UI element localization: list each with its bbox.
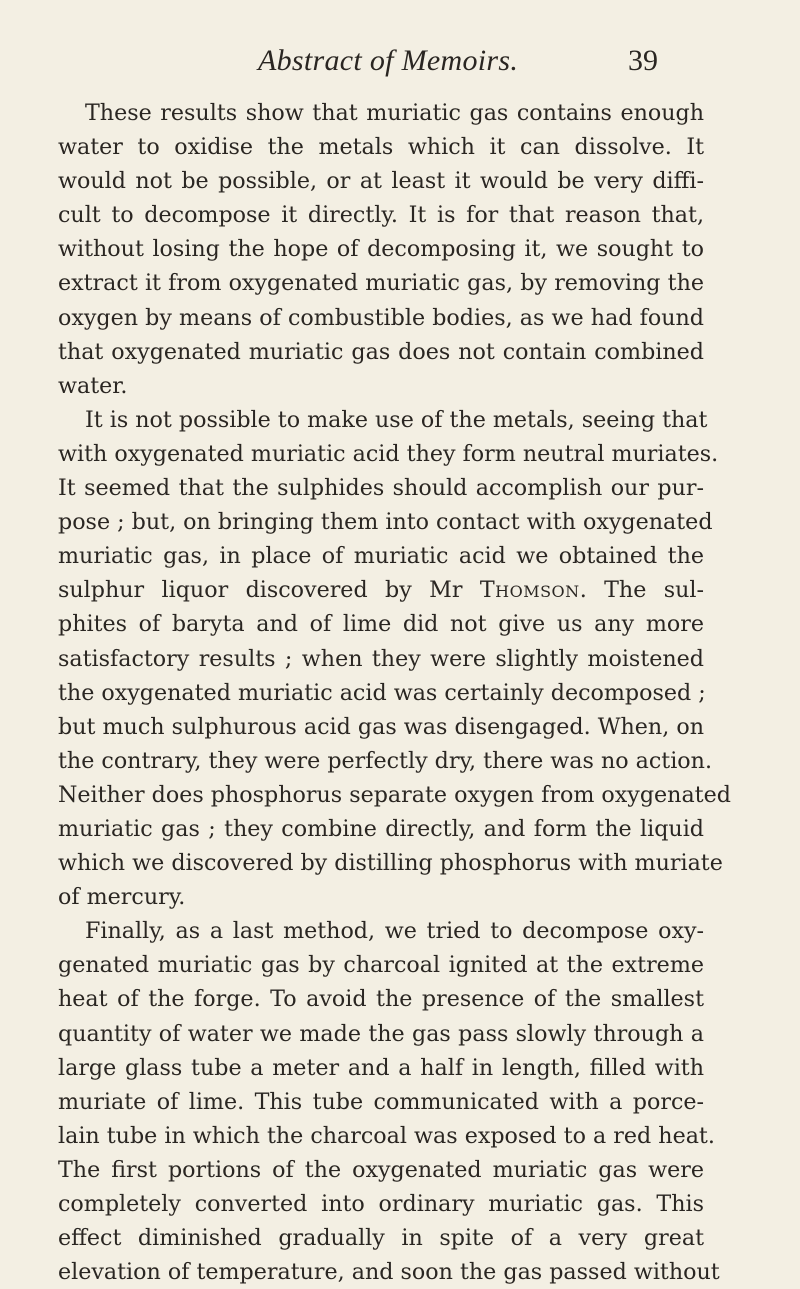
- text-line-end: . The sul-: [579, 577, 704, 604]
- text-line: heat of the forge. To avoid the presence of the smallest: [58, 986, 704, 1013]
- text-line: genated muriatic gas by charcoal ignited at the extreme: [58, 952, 704, 979]
- text-line: phites of baryta and of lime did not give us any more: [58, 611, 704, 638]
- text-line: effect diminished gradually in spite of a very great: [58, 1225, 704, 1252]
- running-title: Abstract of Memoirs.: [258, 44, 519, 77]
- text-line: Neither does phosphorus separate oxygen from oxygenated: [58, 781, 731, 808]
- text-line: the oxygenated muriatic acid was certainly decomposed ;: [58, 679, 706, 706]
- text-line: elevation of temperature, and soon the gas passed without: [58, 1259, 720, 1286]
- text-line: quantity of water we made the gas pass slowly through a: [58, 1020, 704, 1047]
- text-line: It seemed that the sulphides should accomplish our pur-: [58, 475, 704, 502]
- text-line: These results show that muriatic gas contains enough: [85, 100, 704, 126]
- text-line-start: sulphur liquor discovered by Mr: [58, 577, 480, 604]
- text-line: which we discovered by distilling phosphorus with muriate: [58, 850, 723, 877]
- text-line: muriatic gas, in place of muriatic acid we obtained the: [58, 543, 704, 570]
- text-line: of mercury.: [58, 884, 186, 911]
- text-line: muriate of lime. This tube communicated with a porce-: [58, 1088, 704, 1115]
- text-line: with oxygenated muriatic acid they form neutral muriates.: [58, 440, 719, 467]
- person-name: Thomson: [479, 577, 580, 604]
- page-number: 39: [628, 44, 658, 77]
- text-line: oxygen by means of combustible bodies, as we had found: [58, 304, 704, 331]
- text-line: large glass tube a meter and a half in length, filled with: [58, 1054, 704, 1081]
- text-line: Finally, as a last method, we tried to decompose oxy-: [85, 918, 704, 945]
- text-line: water.: [58, 372, 128, 399]
- text-line: water to oxidise the metals which it can dissolve. It: [58, 134, 704, 161]
- text-line: the contrary, they were perfectly dry, there was no action.: [58, 747, 713, 774]
- text-line: satisfactory results ; when they were slightly moistened: [58, 645, 704, 672]
- body-text: [58, 96, 731, 1289]
- text-line: completely converted into ordinary muriatic gas. This: [58, 1191, 704, 1217]
- text-line: pose ; but, on bringing them into contact with oxygenated: [58, 509, 713, 536]
- text-line: lain tube in which the charcoal was exposed to a red heat.: [58, 1122, 715, 1149]
- text-line: without losing the hope of decomposing it, we sought to: [58, 236, 704, 263]
- text-line: but much sulphurous acid gas was disengaged. When, on: [58, 713, 704, 740]
- text-line: that oxygenated muriatic gas does not contain combined: [58, 338, 704, 365]
- text-line: The first portions of the oxygenated muriatic gas were: [58, 1156, 704, 1183]
- text-line: extract it from oxygenated muriatic gas, by removing the: [58, 270, 704, 297]
- text-line: would not be possible, or at least it would be very diffi-: [58, 168, 704, 195]
- text-line: cult to decompose it directly. It is for that reason that,: [58, 202, 704, 229]
- text-line: It is not possible to make use of the metals, seeing that: [85, 406, 708, 433]
- text-line: [58, 573, 704, 607]
- running-head: [0, 44, 800, 84]
- text-line: muriatic gas ; they combine directly, and form the liquid: [58, 815, 704, 842]
